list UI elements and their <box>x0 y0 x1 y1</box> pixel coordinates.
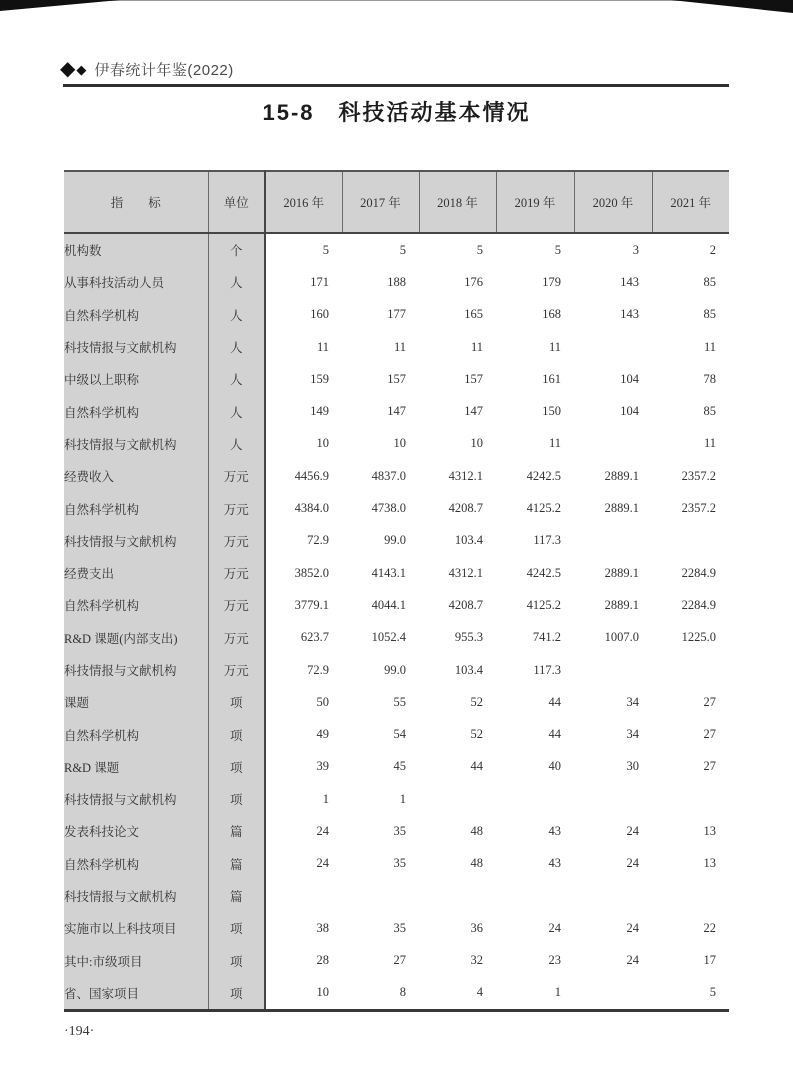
indicator-cell: 科技情报与文献机构 <box>64 331 208 363</box>
value-cell: 27 <box>342 945 419 977</box>
diamond-icon: ◆ <box>76 61 87 77</box>
unit-cell: 项 <box>208 686 265 718</box>
value-cell <box>342 880 419 912</box>
value-cell: 24 <box>265 815 342 847</box>
indicator-cell: 自然科学机构 <box>64 589 208 621</box>
value-cell: 17 <box>652 945 729 977</box>
unit-cell: 万元 <box>208 525 265 557</box>
value-cell: 117.3 <box>496 525 574 557</box>
value-cell: 2889.1 <box>574 492 652 524</box>
value-cell: 188 <box>342 266 419 298</box>
indicator-cell: 机构数 <box>64 233 208 266</box>
value-cell: 27 <box>652 718 729 750</box>
table-row <box>64 363 729 395</box>
value-cell: 104 <box>574 395 652 427</box>
indicator-cell: 经费支出 <box>64 557 208 589</box>
value-cell: 24 <box>574 945 652 977</box>
unit-cell: 人 <box>208 331 265 363</box>
value-cell: 171 <box>265 266 342 298</box>
table-row <box>64 945 729 977</box>
column-header-year: 2017 年 <box>342 171 419 233</box>
value-cell: 39 <box>265 751 342 783</box>
value-cell: 2889.1 <box>574 557 652 589</box>
value-cell: 99.0 <box>342 525 419 557</box>
unit-cell: 万元 <box>208 557 265 589</box>
value-cell: 5 <box>496 233 574 266</box>
unit-cell: 项 <box>208 977 265 1011</box>
value-cell: 955.3 <box>419 622 496 654</box>
value-cell: 43 <box>496 848 574 880</box>
column-header-year: 2016 年 <box>265 171 342 233</box>
value-cell: 28 <box>265 945 342 977</box>
page-number: ·194· <box>64 1024 95 1039</box>
table-row <box>64 686 729 718</box>
value-cell: 54 <box>342 718 419 750</box>
value-cell: 3852.0 <box>265 557 342 589</box>
value-cell: 4242.5 <box>496 460 574 492</box>
value-cell <box>652 783 729 815</box>
value-cell: 11 <box>496 331 574 363</box>
table-row <box>64 428 729 460</box>
value-cell: 24 <box>496 912 574 944</box>
table-row <box>64 977 729 1011</box>
scan-corner-artifact-left <box>0 0 120 11</box>
value-cell: 8 <box>342 977 419 1011</box>
value-cell: 78 <box>652 363 729 395</box>
value-cell: 4044.1 <box>342 589 419 621</box>
value-cell: 5 <box>419 233 496 266</box>
table-header-row <box>64 171 729 233</box>
value-cell: 2889.1 <box>574 589 652 621</box>
unit-cell: 万元 <box>208 492 265 524</box>
table-row <box>64 299 729 331</box>
value-cell: 11 <box>496 428 574 460</box>
indicator-cell: 自然科学机构 <box>64 299 208 331</box>
value-cell: 30 <box>574 751 652 783</box>
value-cell: 13 <box>652 848 729 880</box>
value-cell: 4837.0 <box>342 460 419 492</box>
value-cell: 11 <box>652 331 729 363</box>
table-row <box>64 266 729 298</box>
value-cell: 35 <box>342 848 419 880</box>
value-cell: 23 <box>496 945 574 977</box>
indicator-cell: 科技情报与文献机构 <box>64 880 208 912</box>
unit-cell: 项 <box>208 912 265 944</box>
value-cell: 1 <box>265 783 342 815</box>
column-header-year: 2018 年 <box>419 171 496 233</box>
value-cell <box>652 525 729 557</box>
indicator-cell: 从事科技活动人员 <box>64 266 208 298</box>
indicator-cell: 自然科学机构 <box>64 492 208 524</box>
unit-cell: 万元 <box>208 460 265 492</box>
value-cell: 160 <box>265 299 342 331</box>
value-cell: 27 <box>652 751 729 783</box>
value-cell: 623.7 <box>265 622 342 654</box>
value-cell: 161 <box>496 363 574 395</box>
unit-cell: 项 <box>208 751 265 783</box>
value-cell <box>574 654 652 686</box>
value-cell: 35 <box>342 912 419 944</box>
value-cell: 50 <box>265 686 342 718</box>
indicator-cell: 自然科学机构 <box>64 718 208 750</box>
value-cell: 52 <box>419 686 496 718</box>
value-cell: 143 <box>574 299 652 331</box>
value-cell: 1007.0 <box>574 622 652 654</box>
unit-cell: 篇 <box>208 880 265 912</box>
table-row <box>64 912 729 944</box>
unit-cell: 篇 <box>208 848 265 880</box>
value-cell: 11 <box>342 331 419 363</box>
table-row <box>64 525 729 557</box>
table-row <box>64 622 729 654</box>
unit-cell: 人 <box>208 395 265 427</box>
value-cell: 2284.9 <box>652 589 729 621</box>
value-cell: 4384.0 <box>265 492 342 524</box>
value-cell: 143 <box>574 266 652 298</box>
unit-cell: 个 <box>208 233 265 266</box>
table-row <box>64 880 729 912</box>
value-cell: 4208.7 <box>419 589 496 621</box>
value-cell: 103.4 <box>419 654 496 686</box>
value-cell: 10 <box>265 977 342 1011</box>
value-cell: 165 <box>419 299 496 331</box>
value-cell: 85 <box>652 395 729 427</box>
table-row <box>64 331 729 363</box>
value-cell: 11 <box>265 331 342 363</box>
value-cell: 11 <box>652 428 729 460</box>
statistics-table <box>64 170 729 1012</box>
value-cell: 4 <box>419 977 496 1011</box>
indicator-cell: 科技情报与文献机构 <box>64 783 208 815</box>
value-cell <box>652 654 729 686</box>
table-title: 15-8 科技活动基本情况 <box>262 100 531 125</box>
indicator-cell: 自然科学机构 <box>64 848 208 880</box>
indicator-cell: R&D 课题(内部支出) <box>64 622 208 654</box>
value-cell: 44 <box>496 686 574 718</box>
indicator-cell: 省、国家项目 <box>64 977 208 1011</box>
value-cell: 117.3 <box>496 654 574 686</box>
yearbook-name: 伊春统计年鉴(2022) <box>94 61 234 79</box>
table-row <box>64 589 729 621</box>
value-cell: 150 <box>496 395 574 427</box>
indicator-cell: 其中:市级项目 <box>64 945 208 977</box>
value-cell <box>496 783 574 815</box>
value-cell: 4125.2 <box>496 589 574 621</box>
value-cell: 24 <box>574 815 652 847</box>
unit-cell: 项 <box>208 718 265 750</box>
value-cell <box>419 783 496 815</box>
value-cell: 44 <box>496 718 574 750</box>
value-cell: 4242.5 <box>496 557 574 589</box>
unit-cell: 万元 <box>208 622 265 654</box>
table-row <box>64 751 729 783</box>
value-cell: 72.9 <box>265 654 342 686</box>
column-header-year: 2019 年 <box>496 171 574 233</box>
value-cell: 1 <box>342 783 419 815</box>
value-cell: 5 <box>265 233 342 266</box>
value-cell: 24 <box>574 912 652 944</box>
value-cell: 1 <box>496 977 574 1011</box>
value-cell: 55 <box>342 686 419 718</box>
value-cell: 85 <box>652 266 729 298</box>
value-cell <box>574 977 652 1011</box>
value-cell: 52 <box>419 718 496 750</box>
value-cell <box>574 428 652 460</box>
value-cell: 99.0 <box>342 654 419 686</box>
indicator-cell: 课题 <box>64 686 208 718</box>
value-cell: 2889.1 <box>574 460 652 492</box>
value-cell: 24 <box>574 848 652 880</box>
value-cell: 4312.1 <box>419 460 496 492</box>
value-cell: 10 <box>419 428 496 460</box>
value-cell: 4456.9 <box>265 460 342 492</box>
indicator-cell: 科技情报与文献机构 <box>64 654 208 686</box>
value-cell: 2357.2 <box>652 460 729 492</box>
table-row <box>64 395 729 427</box>
value-cell: 10 <box>265 428 342 460</box>
value-cell: 5 <box>342 233 419 266</box>
value-cell: 177 <box>342 299 419 331</box>
value-cell: 103.4 <box>419 525 496 557</box>
value-cell: 4312.1 <box>419 557 496 589</box>
value-cell: 3779.1 <box>265 589 342 621</box>
table-row <box>64 783 729 815</box>
page-header <box>60 56 234 82</box>
indicator-cell: R&D 课题 <box>64 751 208 783</box>
value-cell <box>574 331 652 363</box>
value-cell: 2284.9 <box>652 557 729 589</box>
indicator-cell: 科技情报与文献机构 <box>64 428 208 460</box>
value-cell: 27 <box>652 686 729 718</box>
indicator-cell: 实施市以上科技项目 <box>64 912 208 944</box>
value-cell: 49 <box>265 718 342 750</box>
value-cell: 1225.0 <box>652 622 729 654</box>
value-cell: 32 <box>419 945 496 977</box>
table-row <box>64 815 729 847</box>
value-cell: 147 <box>419 395 496 427</box>
value-cell: 34 <box>574 718 652 750</box>
value-cell: 38 <box>265 912 342 944</box>
value-cell: 168 <box>496 299 574 331</box>
value-cell: 149 <box>265 395 342 427</box>
unit-cell: 人 <box>208 363 265 395</box>
indicator-cell: 经费收入 <box>64 460 208 492</box>
value-cell: 157 <box>419 363 496 395</box>
scan-corner-artifact-right <box>671 0 793 13</box>
table-row <box>64 460 729 492</box>
value-cell: 13 <box>652 815 729 847</box>
value-cell: 48 <box>419 815 496 847</box>
indicator-cell: 中级以上职称 <box>64 363 208 395</box>
unit-cell: 项 <box>208 783 265 815</box>
value-cell: 4208.7 <box>419 492 496 524</box>
value-cell <box>574 783 652 815</box>
table-row <box>64 654 729 686</box>
value-cell: 741.2 <box>496 622 574 654</box>
table-row <box>64 557 729 589</box>
indicator-cell: 科技情报与文献机构 <box>64 525 208 557</box>
value-cell <box>265 880 342 912</box>
value-cell <box>419 880 496 912</box>
value-cell: 1052.4 <box>342 622 419 654</box>
value-cell <box>652 880 729 912</box>
value-cell: 4143.1 <box>342 557 419 589</box>
value-cell: 10 <box>342 428 419 460</box>
value-cell: 147 <box>342 395 419 427</box>
value-cell: 24 <box>265 848 342 880</box>
table-row <box>64 848 729 880</box>
value-cell <box>574 880 652 912</box>
value-cell <box>496 880 574 912</box>
diamond-icon: ◆ <box>60 58 76 80</box>
value-cell: 35 <box>342 815 419 847</box>
value-cell: 176 <box>419 266 496 298</box>
indicator-cell: 发表科技论文 <box>64 815 208 847</box>
value-cell: 44 <box>419 751 496 783</box>
value-cell: 179 <box>496 266 574 298</box>
value-cell: 43 <box>496 815 574 847</box>
unit-cell: 万元 <box>208 589 265 621</box>
value-cell: 4738.0 <box>342 492 419 524</box>
value-cell: 4125.2 <box>496 492 574 524</box>
unit-cell: 人 <box>208 299 265 331</box>
value-cell: 48 <box>419 848 496 880</box>
unit-cell: 人 <box>208 266 265 298</box>
table-row <box>64 718 729 750</box>
value-cell: 2357.2 <box>652 492 729 524</box>
value-cell: 2 <box>652 233 729 266</box>
unit-cell: 万元 <box>208 654 265 686</box>
value-cell: 3 <box>574 233 652 266</box>
column-header-unit: 单位 <box>208 171 265 233</box>
unit-cell: 篇 <box>208 815 265 847</box>
table-row <box>64 233 729 266</box>
header-rule <box>63 84 729 87</box>
table-row <box>64 492 729 524</box>
value-cell: 45 <box>342 751 419 783</box>
value-cell: 34 <box>574 686 652 718</box>
value-cell: 85 <box>652 299 729 331</box>
indicator-cell: 自然科学机构 <box>64 395 208 427</box>
unit-cell: 人 <box>208 428 265 460</box>
value-cell: 22 <box>652 912 729 944</box>
value-cell: 104 <box>574 363 652 395</box>
column-header-year: 2020 年 <box>574 171 652 233</box>
value-cell: 159 <box>265 363 342 395</box>
value-cell: 36 <box>419 912 496 944</box>
value-cell: 157 <box>342 363 419 395</box>
value-cell: 40 <box>496 751 574 783</box>
column-header-year: 2021 年 <box>652 171 729 233</box>
value-cell: 11 <box>419 331 496 363</box>
value-cell <box>574 525 652 557</box>
value-cell: 72.9 <box>265 525 342 557</box>
unit-cell: 项 <box>208 945 265 977</box>
column-header-indicator: 指 标 <box>64 171 208 233</box>
value-cell: 5 <box>652 977 729 1011</box>
